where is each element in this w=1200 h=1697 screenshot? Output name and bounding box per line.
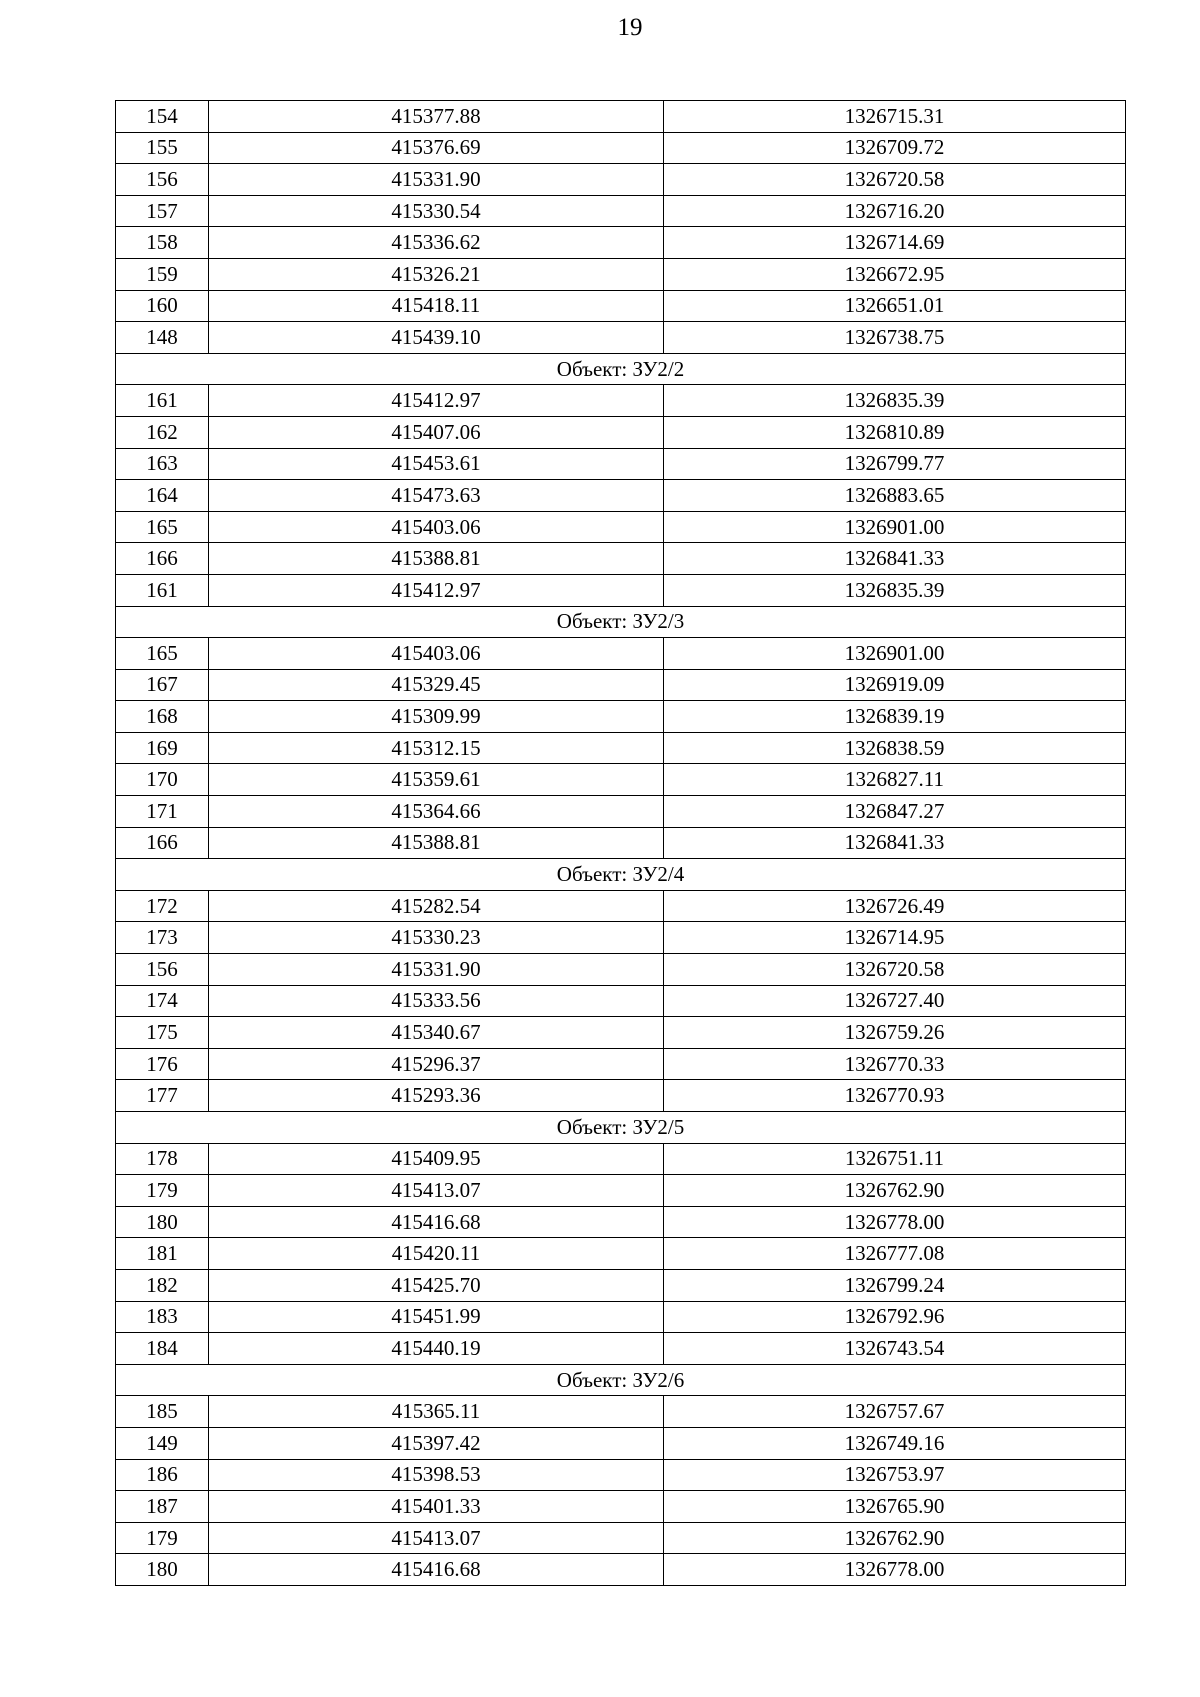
table-row: [116, 1427, 1126, 1459]
x-coordinate-cell: 415329.45: [209, 669, 664, 701]
coordinates-table: [115, 100, 1126, 1586]
x-coordinate-cell: 415293.36: [209, 1080, 664, 1112]
y-coordinate-cell: 1326799.24: [664, 1269, 1126, 1301]
y-coordinate-cell: 1326720.58: [664, 164, 1126, 196]
x-coordinate-cell: 415326.21: [209, 258, 664, 290]
table-row: [116, 827, 1126, 859]
y-coordinate-cell: 1326720.58: [664, 954, 1126, 986]
y-coordinate-cell: 1326839.19: [664, 701, 1126, 733]
table-row: [116, 1301, 1126, 1333]
point-number-cell: 178: [116, 1143, 209, 1175]
x-coordinate-cell: 415309.99: [209, 701, 664, 733]
table-row: [116, 954, 1126, 986]
y-coordinate-cell: 1326757.67: [664, 1396, 1126, 1428]
x-coordinate-cell: 415439.10: [209, 322, 664, 354]
point-number-cell: 173: [116, 922, 209, 954]
table-row: [116, 322, 1126, 354]
table-row: [116, 290, 1126, 322]
table-row: [116, 1080, 1126, 1112]
table-row: [116, 1143, 1126, 1175]
y-coordinate-cell: 1326765.90: [664, 1491, 1126, 1523]
y-coordinate-cell: 1326792.96: [664, 1301, 1126, 1333]
point-number-cell: 155: [116, 132, 209, 164]
table-row: [116, 480, 1126, 512]
point-number-cell: 172: [116, 890, 209, 922]
y-coordinate-cell: 1326726.49: [664, 890, 1126, 922]
x-coordinate-cell: 415359.61: [209, 764, 664, 796]
point-number-cell: 179: [116, 1175, 209, 1207]
y-coordinate-cell: 1326762.90: [664, 1175, 1126, 1207]
x-coordinate-cell: 415312.15: [209, 732, 664, 764]
x-coordinate-cell: 415420.11: [209, 1238, 664, 1270]
table-row: [116, 448, 1126, 480]
point-number-cell: 171: [116, 796, 209, 828]
y-coordinate-cell: 1326810.89: [664, 416, 1126, 448]
table-row: [116, 258, 1126, 290]
x-coordinate-cell: 415473.63: [209, 480, 664, 512]
x-coordinate-cell: 415398.53: [209, 1459, 664, 1491]
x-coordinate-cell: 415440.19: [209, 1333, 664, 1365]
y-coordinate-cell: 1326743.54: [664, 1333, 1126, 1365]
y-coordinate-cell: 1326672.95: [664, 258, 1126, 290]
x-coordinate-cell: 415418.11: [209, 290, 664, 322]
point-number-cell: 161: [116, 574, 209, 606]
x-coordinate-cell: 415330.54: [209, 195, 664, 227]
point-number-cell: 154: [116, 101, 209, 133]
table-row: [116, 1554, 1126, 1586]
y-coordinate-cell: 1326778.00: [664, 1554, 1126, 1586]
y-coordinate-cell: 1326901.00: [664, 638, 1126, 670]
x-coordinate-cell: 415333.56: [209, 985, 664, 1017]
y-coordinate-cell: 1326799.77: [664, 448, 1126, 480]
point-number-cell: 184: [116, 1333, 209, 1365]
section-title: Объект: ЗУ2/3: [116, 606, 1126, 638]
x-coordinate-cell: 415331.90: [209, 954, 664, 986]
point-number-cell: 183: [116, 1301, 209, 1333]
point-number-cell: 157: [116, 195, 209, 227]
x-coordinate-cell: 415397.42: [209, 1427, 664, 1459]
y-coordinate-cell: 1326749.16: [664, 1427, 1126, 1459]
x-coordinate-cell: 415330.23: [209, 922, 664, 954]
point-number-cell: 159: [116, 258, 209, 290]
section-header-row: [116, 1364, 1126, 1396]
table-row: [116, 701, 1126, 733]
point-number-cell: 165: [116, 511, 209, 543]
page-number: 19: [617, 14, 643, 41]
y-coordinate-cell: 1326770.93: [664, 1080, 1126, 1112]
table-row: [116, 1269, 1126, 1301]
point-number-cell: 156: [116, 954, 209, 986]
x-coordinate-cell: 415413.07: [209, 1522, 664, 1554]
table-row: [116, 101, 1126, 133]
y-coordinate-cell: 1326714.69: [664, 227, 1126, 259]
table-row: [116, 195, 1126, 227]
point-number-cell: 179: [116, 1522, 209, 1554]
table-row: [116, 1048, 1126, 1080]
table-row: [116, 574, 1126, 606]
section-title: Объект: ЗУ2/2: [116, 353, 1126, 385]
point-number-cell: 161: [116, 385, 209, 417]
point-number-cell: 180: [116, 1554, 209, 1586]
y-coordinate-cell: 1326841.33: [664, 827, 1126, 859]
table-row: [116, 985, 1126, 1017]
y-coordinate-cell: 1326777.08: [664, 1238, 1126, 1270]
point-number-cell: 187: [116, 1491, 209, 1523]
table-row: [116, 764, 1126, 796]
y-coordinate-cell: 1326883.65: [664, 480, 1126, 512]
y-coordinate-cell: 1326715.31: [664, 101, 1126, 133]
table-row: [116, 732, 1126, 764]
coordinates-table-body: [116, 101, 1126, 1586]
y-coordinate-cell: 1326753.97: [664, 1459, 1126, 1491]
x-coordinate-cell: 415377.88: [209, 101, 664, 133]
table-row: [116, 1175, 1126, 1207]
y-coordinate-cell: 1326835.39: [664, 574, 1126, 606]
x-coordinate-cell: 415376.69: [209, 132, 664, 164]
point-number-cell: 186: [116, 1459, 209, 1491]
point-number-cell: 162: [116, 416, 209, 448]
x-coordinate-cell: 415364.66: [209, 796, 664, 828]
x-coordinate-cell: 415407.06: [209, 416, 664, 448]
x-coordinate-cell: 415296.37: [209, 1048, 664, 1080]
section-header-row: [116, 1112, 1126, 1144]
point-number-cell: 148: [116, 322, 209, 354]
point-number-cell: 175: [116, 1017, 209, 1049]
y-coordinate-cell: 1326827.11: [664, 764, 1126, 796]
y-coordinate-cell: 1326847.27: [664, 796, 1126, 828]
table-row: [116, 164, 1126, 196]
table-row: [116, 227, 1126, 259]
point-number-cell: 174: [116, 985, 209, 1017]
point-number-cell: 165: [116, 638, 209, 670]
table-row: [116, 1396, 1126, 1428]
table-row: [116, 1333, 1126, 1365]
point-number-cell: 160: [116, 290, 209, 322]
y-coordinate-cell: 1326901.00: [664, 511, 1126, 543]
y-coordinate-cell: 1326709.72: [664, 132, 1126, 164]
y-coordinate-cell: 1326759.26: [664, 1017, 1126, 1049]
x-coordinate-cell: 415412.97: [209, 574, 664, 606]
table-row: [116, 796, 1126, 828]
x-coordinate-cell: 415416.68: [209, 1206, 664, 1238]
point-number-cell: 164: [116, 480, 209, 512]
section-header-row: [116, 859, 1126, 891]
section-title: Объект: ЗУ2/4: [116, 859, 1126, 891]
x-coordinate-cell: 415409.95: [209, 1143, 664, 1175]
table-row: [116, 922, 1126, 954]
y-coordinate-cell: 1326762.90: [664, 1522, 1126, 1554]
table-row: [116, 511, 1126, 543]
x-coordinate-cell: 415413.07: [209, 1175, 664, 1207]
x-coordinate-cell: 415365.11: [209, 1396, 664, 1428]
x-coordinate-cell: 415282.54: [209, 890, 664, 922]
section-title: Объект: ЗУ2/5: [116, 1112, 1126, 1144]
table-row: [116, 543, 1126, 575]
point-number-cell: 176: [116, 1048, 209, 1080]
point-number-cell: 180: [116, 1206, 209, 1238]
point-number-cell: 177: [116, 1080, 209, 1112]
x-coordinate-cell: 415336.62: [209, 227, 664, 259]
y-coordinate-cell: 1326770.33: [664, 1048, 1126, 1080]
table-row: [116, 638, 1126, 670]
y-coordinate-cell: 1326835.39: [664, 385, 1126, 417]
point-number-cell: 166: [116, 827, 209, 859]
x-coordinate-cell: 415340.67: [209, 1017, 664, 1049]
y-coordinate-cell: 1326838.59: [664, 732, 1126, 764]
point-number-cell: 168: [116, 701, 209, 733]
point-number-cell: 166: [116, 543, 209, 575]
y-coordinate-cell: 1326727.40: [664, 985, 1126, 1017]
section-header-row: [116, 353, 1126, 385]
table-row: [116, 1238, 1126, 1270]
x-coordinate-cell: 415412.97: [209, 385, 664, 417]
section-title: Объект: ЗУ2/6: [116, 1364, 1126, 1396]
x-coordinate-cell: 415401.33: [209, 1491, 664, 1523]
x-coordinate-cell: 415403.06: [209, 638, 664, 670]
table-row: [116, 1017, 1126, 1049]
x-coordinate-cell: 415331.90: [209, 164, 664, 196]
y-coordinate-cell: 1326714.95: [664, 922, 1126, 954]
point-number-cell: 185: [116, 1396, 209, 1428]
y-coordinate-cell: 1326738.75: [664, 322, 1126, 354]
table-row: [116, 416, 1126, 448]
x-coordinate-cell: 415388.81: [209, 827, 664, 859]
x-coordinate-cell: 415451.99: [209, 1301, 664, 1333]
x-coordinate-cell: 415425.70: [209, 1269, 664, 1301]
table-row: [116, 132, 1126, 164]
point-number-cell: 163: [116, 448, 209, 480]
table-row: [116, 1491, 1126, 1523]
section-header-row: [116, 606, 1126, 638]
point-number-cell: 158: [116, 227, 209, 259]
point-number-cell: 182: [116, 1269, 209, 1301]
y-coordinate-cell: 1326841.33: [664, 543, 1126, 575]
y-coordinate-cell: 1326751.11: [664, 1143, 1126, 1175]
y-coordinate-cell: 1326716.20: [664, 195, 1126, 227]
x-coordinate-cell: 415416.68: [209, 1554, 664, 1586]
table-row: [116, 1459, 1126, 1491]
point-number-cell: 169: [116, 732, 209, 764]
point-number-cell: 170: [116, 764, 209, 796]
y-coordinate-cell: 1326778.00: [664, 1206, 1126, 1238]
table-row: [116, 1206, 1126, 1238]
x-coordinate-cell: 415388.81: [209, 543, 664, 575]
point-number-cell: 149: [116, 1427, 209, 1459]
x-coordinate-cell: 415453.61: [209, 448, 664, 480]
x-coordinate-cell: 415403.06: [209, 511, 664, 543]
table-row: [116, 890, 1126, 922]
table-row: [116, 385, 1126, 417]
table-row: [116, 1522, 1126, 1554]
y-coordinate-cell: 1326919.09: [664, 669, 1126, 701]
y-coordinate-cell: 1326651.01: [664, 290, 1126, 322]
table-row: [116, 669, 1126, 701]
point-number-cell: 156: [116, 164, 209, 196]
point-number-cell: 181: [116, 1238, 209, 1270]
point-number-cell: 167: [116, 669, 209, 701]
